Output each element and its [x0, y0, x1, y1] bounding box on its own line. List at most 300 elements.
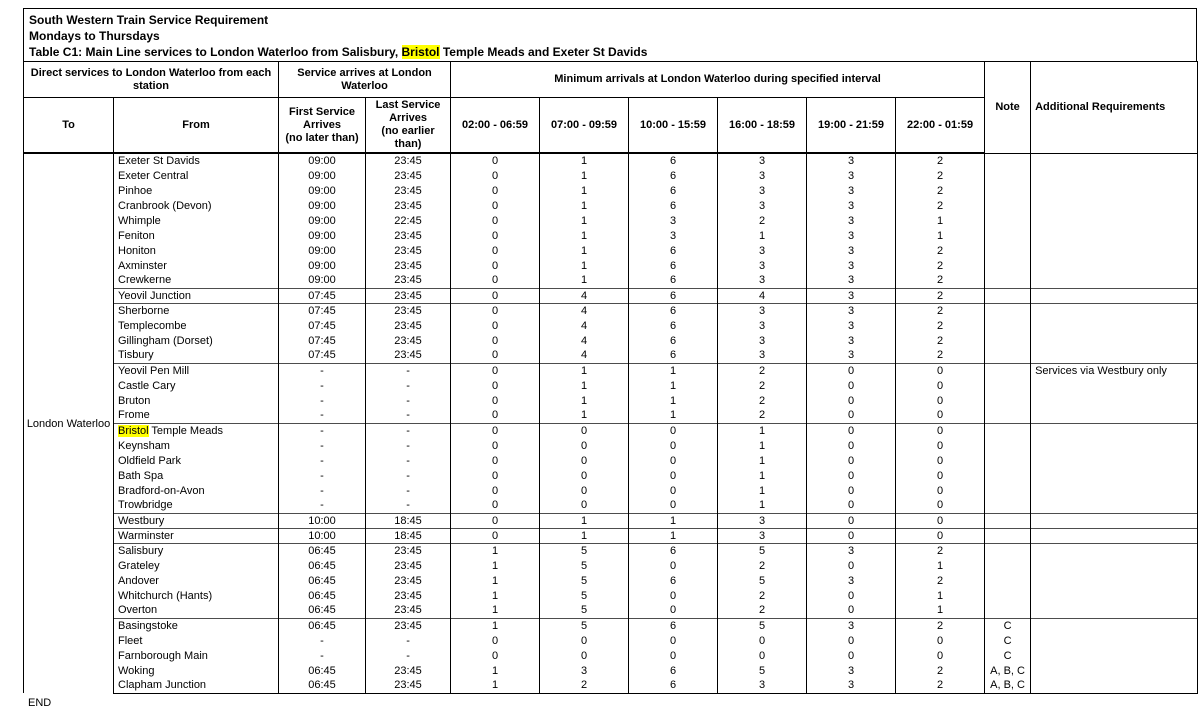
arrivals-cell-interval-3: 6: [629, 183, 718, 198]
arrivals-cell-interval-3: 6: [629, 198, 718, 213]
last-service-cell: -: [366, 423, 451, 438]
additional-requirements-cell: [1031, 318, 1198, 333]
from-station-cell: Overton: [114, 603, 279, 618]
first-service-cell: -: [279, 498, 366, 513]
arrivals-cell-interval-4: 3: [718, 183, 807, 198]
first-service-cell: 07:45: [279, 348, 366, 363]
first-service-cell: 07:45: [279, 318, 366, 333]
from-station-cell: Warminster: [114, 528, 279, 543]
note-cell: [985, 543, 1031, 558]
arrivals-cell-interval-2: 0: [540, 453, 629, 468]
table-row: [24, 348, 1198, 363]
additional-requirements-cell: [1031, 258, 1198, 273]
arrivals-cell-interval-3: 6: [629, 348, 718, 363]
note-cell: A, B, C: [985, 678, 1031, 693]
arrivals-cell-interval-1: 0: [451, 633, 540, 648]
additional-requirements-cell: [1031, 513, 1198, 528]
table-row: [24, 498, 1198, 513]
arrivals-cell-interval-6: 2: [896, 273, 985, 288]
additional-requirements-cell: [1031, 483, 1198, 498]
arrivals-cell-interval-1: 0: [451, 318, 540, 333]
last-service-cell: -: [366, 363, 451, 378]
arrivals-cell-interval-6: 2: [896, 243, 985, 258]
additional-requirements-cell: [1031, 648, 1198, 663]
from-station-cell: Andover: [114, 573, 279, 588]
days-of-operation: Mondays to Thursdays: [29, 29, 160, 43]
arrivals-cell-interval-5: 0: [807, 633, 896, 648]
additional-requirements-cell: [1031, 333, 1198, 348]
to-column-header: To: [24, 98, 114, 154]
last-service-cell: 23:45: [366, 168, 451, 183]
additional-requirements-cell: [1031, 543, 1198, 558]
arrivals-cell-interval-2: 1: [540, 273, 629, 288]
first-service-cell: 09:00: [279, 153, 366, 168]
bristol-highlight: Bristol: [118, 424, 149, 437]
note-cell: [985, 438, 1031, 453]
interval-header-6: 22:00 - 01:59: [896, 98, 985, 154]
arrivals-cell-interval-5: 3: [807, 318, 896, 333]
table-row: [24, 543, 1198, 558]
last-service-cell: 23:45: [366, 258, 451, 273]
table-row: [24, 258, 1198, 273]
table-row: [24, 528, 1198, 543]
arrivals-cell-interval-1: 1: [451, 543, 540, 558]
additional-requirements-cell: [1031, 678, 1198, 693]
arrivals-cell-interval-3: 1: [629, 393, 718, 408]
arrivals-cell-interval-2: 0: [540, 423, 629, 438]
table-row: [24, 678, 1198, 693]
table-row: [24, 468, 1198, 483]
last-service-cell: -: [366, 393, 451, 408]
arrivals-cell-interval-2: 4: [540, 333, 629, 348]
table-row: [24, 228, 1198, 243]
arrivals-cell-interval-1: 1: [451, 663, 540, 678]
from-station-cell: Templecombe: [114, 318, 279, 333]
first-service-cell: 09:00: [279, 273, 366, 288]
table-caption-suffix: Temple Meads and Exeter St Davids: [439, 45, 648, 59]
table-row: [24, 288, 1198, 303]
arrivals-cell-interval-6: 2: [896, 678, 985, 693]
additional-requirements-cell: [1031, 468, 1198, 483]
arrivals-cell-interval-1: 0: [451, 183, 540, 198]
note-cell: [985, 153, 1031, 168]
arrivals-cell-interval-4: 2: [718, 363, 807, 378]
note-cell: [985, 183, 1031, 198]
last-service-cell: 23:45: [366, 243, 451, 258]
note-column-header: Note: [985, 62, 1031, 154]
arrivals-cell-interval-3: 6: [629, 273, 718, 288]
arrivals-cell-interval-5: 3: [807, 303, 896, 318]
arrivals-cell-interval-3: 0: [629, 483, 718, 498]
arrivals-cell-interval-2: 0: [540, 438, 629, 453]
from-station-cell: Oldfield Park: [114, 453, 279, 468]
arrivals-cell-interval-2: 0: [540, 498, 629, 513]
arrivals-cell-interval-4: 3: [718, 333, 807, 348]
arrivals-cell-interval-2: 1: [540, 213, 629, 228]
arrivals-cell-interval-6: 2: [896, 288, 985, 303]
arrivals-cell-interval-3: 6: [629, 168, 718, 183]
arrivals-cell-interval-3: 6: [629, 678, 718, 693]
arrivals-cell-interval-4: 5: [718, 573, 807, 588]
service-requirement-table: [23, 61, 1198, 694]
arrivals-cell-interval-3: 6: [629, 573, 718, 588]
additional-requirements-cell: [1031, 393, 1198, 408]
note-cell: [985, 273, 1031, 288]
first-service-cell: 09:00: [279, 258, 366, 273]
additional-requirements-cell: [1031, 348, 1198, 363]
from-station-cell: Farnborough Main: [114, 648, 279, 663]
to-station-cell: London Waterloo: [24, 153, 114, 693]
arrivals-cell-interval-1: 0: [451, 363, 540, 378]
note-cell: [985, 243, 1031, 258]
arrivals-cell-interval-4: 3: [718, 243, 807, 258]
arrivals-cell-interval-2: 1: [540, 393, 629, 408]
table-caption-prefix: Table C1: Main Line services to London Waterloo from Salisbury,: [29, 45, 402, 59]
arrivals-cell-interval-2: 5: [540, 588, 629, 603]
first-service-cell: -: [279, 438, 366, 453]
additional-requirements-cell: [1031, 168, 1198, 183]
arrivals-cell-interval-3: 0: [629, 603, 718, 618]
last-service-cell: -: [366, 453, 451, 468]
table-body: [24, 153, 1198, 693]
arrivals-cell-interval-2: 3: [540, 663, 629, 678]
arrivals-cell-interval-2: 2: [540, 678, 629, 693]
first-service-cell: -: [279, 453, 366, 468]
from-station-cell: Basingstoke: [114, 618, 279, 633]
arrivals-cell-interval-3: 0: [629, 558, 718, 573]
arrivals-cell-interval-6: 1: [896, 228, 985, 243]
arrivals-cell-interval-6: 1: [896, 603, 985, 618]
arrivals-cell-interval-6: 2: [896, 348, 985, 363]
last-service-cell: 23:45: [366, 228, 451, 243]
arrivals-cell-interval-6: 1: [896, 558, 985, 573]
arrivals-cell-interval-2: 4: [540, 348, 629, 363]
first-service-cell: -: [279, 468, 366, 483]
additional-requirements-cell: [1031, 243, 1198, 258]
arrivals-cell-interval-4: 3: [718, 198, 807, 213]
arrivals-cell-interval-4: 0: [718, 648, 807, 663]
from-station-cell: Sherborne: [114, 303, 279, 318]
arrivals-cell-interval-5: 0: [807, 423, 896, 438]
arrivals-cell-interval-3: 3: [629, 213, 718, 228]
additional-requirements-cell: [1031, 603, 1198, 618]
arrivals-cell-interval-1: 1: [451, 573, 540, 588]
arrivals-cell-interval-2: 5: [540, 618, 629, 633]
direct-services-header: Direct services to London Waterloo from each station: [24, 62, 279, 98]
interval-header-3: 10:00 - 15:59: [629, 98, 718, 154]
arrivals-cell-interval-6: 1: [896, 588, 985, 603]
note-cell: [985, 363, 1031, 378]
first-service-cell: -: [279, 633, 366, 648]
arrivals-cell-interval-3: 1: [629, 528, 718, 543]
note-cell: A, B, C: [985, 663, 1031, 678]
additional-requirements-cell: [1031, 528, 1198, 543]
arrivals-cell-interval-6: 2: [896, 543, 985, 558]
arrivals-cell-interval-5: 3: [807, 618, 896, 633]
arrivals-cell-interval-5: 0: [807, 558, 896, 573]
arrivals-cell-interval-6: 0: [896, 633, 985, 648]
additional-requirements-cell: [1031, 303, 1198, 318]
arrivals-cell-interval-1: 0: [451, 453, 540, 468]
end-marker: END: [28, 696, 52, 709]
arrivals-cell-interval-3: 1: [629, 363, 718, 378]
arrivals-cell-interval-4: 2: [718, 213, 807, 228]
arrivals-cell-interval-2: 4: [540, 288, 629, 303]
from-station-cell: Bristol Temple Meads: [114, 423, 279, 438]
arrivals-cell-interval-6: 0: [896, 513, 985, 528]
arrivals-cell-interval-4: 5: [718, 663, 807, 678]
minimum-arrivals-header: Minimum arrivals at London Waterloo during specified interval: [451, 62, 985, 98]
from-station-cell: Keynsham: [114, 438, 279, 453]
arrivals-cell-interval-2: 1: [540, 243, 629, 258]
additional-requirements-cell: [1031, 273, 1198, 288]
table-row: [24, 648, 1198, 663]
additional-requirements-cell: [1031, 198, 1198, 213]
note-cell: [985, 498, 1031, 513]
arrivals-cell-interval-6: 0: [896, 483, 985, 498]
arrivals-cell-interval-2: 1: [540, 198, 629, 213]
service-arrives-header: Service arrives at London Waterloo: [279, 62, 451, 98]
first-service-cell: 10:00: [279, 513, 366, 528]
arrivals-cell-interval-5: 3: [807, 678, 896, 693]
arrivals-cell-interval-2: 5: [540, 603, 629, 618]
from-station-cell: Castle Cary: [114, 378, 279, 393]
note-cell: [985, 408, 1031, 423]
arrivals-cell-interval-1: 0: [451, 213, 540, 228]
first-service-column-header: First Service Arrives (no later than): [279, 98, 366, 154]
note-cell: [985, 213, 1031, 228]
arrivals-cell-interval-5: 3: [807, 198, 896, 213]
from-station-cell: Bath Spa: [114, 468, 279, 483]
additional-requirements-cell: [1031, 408, 1198, 423]
arrivals-cell-interval-5: 3: [807, 168, 896, 183]
table-row: [24, 153, 1198, 168]
note-cell: [985, 588, 1031, 603]
arrivals-cell-interval-5: 3: [807, 288, 896, 303]
arrivals-cell-interval-5: 0: [807, 483, 896, 498]
interval-header-1: 02:00 - 06:59: [451, 98, 540, 154]
arrivals-cell-interval-1: 0: [451, 513, 540, 528]
last-service-cell: 23:45: [366, 273, 451, 288]
arrivals-cell-interval-3: 6: [629, 243, 718, 258]
arrivals-cell-interval-4: 3: [718, 303, 807, 318]
arrivals-cell-interval-6: 0: [896, 438, 985, 453]
arrivals-cell-interval-1: 0: [451, 528, 540, 543]
last-service-cell: 23:45: [366, 333, 451, 348]
arrivals-cell-interval-1: 0: [451, 288, 540, 303]
additional-requirements-header: Additional Requirements: [1031, 62, 1198, 154]
arrivals-cell-interval-6: 0: [896, 423, 985, 438]
arrivals-cell-interval-4: 3: [718, 258, 807, 273]
arrivals-cell-interval-1: 0: [451, 333, 540, 348]
additional-requirements-cell: Services via Westbury only: [1031, 363, 1198, 378]
from-station-cell: Exeter Central: [114, 168, 279, 183]
arrivals-cell-interval-3: 0: [629, 438, 718, 453]
arrivals-cell-interval-5: 0: [807, 513, 896, 528]
arrivals-cell-interval-5: 3: [807, 153, 896, 168]
table-row: [24, 558, 1198, 573]
interval-header-4: 16:00 - 18:59: [718, 98, 807, 154]
table-row: [24, 168, 1198, 183]
first-service-cell: -: [279, 408, 366, 423]
last-service-cell: -: [366, 408, 451, 423]
arrivals-cell-interval-5: 0: [807, 438, 896, 453]
first-service-cell: -: [279, 648, 366, 663]
arrivals-cell-interval-5: 3: [807, 333, 896, 348]
arrivals-cell-interval-4: 5: [718, 543, 807, 558]
from-station-cell: Yeovil Junction: [114, 288, 279, 303]
arrivals-cell-interval-3: 6: [629, 333, 718, 348]
from-column-header: From: [114, 98, 279, 154]
arrivals-cell-interval-6: 2: [896, 183, 985, 198]
table-row: [24, 633, 1198, 648]
arrivals-cell-interval-2: 0: [540, 648, 629, 663]
arrivals-cell-interval-3: 1: [629, 513, 718, 528]
arrivals-cell-interval-4: 3: [718, 678, 807, 693]
arrivals-cell-interval-1: 0: [451, 408, 540, 423]
note-cell: [985, 558, 1031, 573]
from-station-cell: Trowbridge: [114, 498, 279, 513]
arrivals-cell-interval-1: 0: [451, 198, 540, 213]
arrivals-cell-interval-6: 2: [896, 258, 985, 273]
arrivals-cell-interval-3: 0: [629, 633, 718, 648]
arrivals-cell-interval-5: 0: [807, 378, 896, 393]
first-service-cell: 06:45: [279, 618, 366, 633]
arrivals-cell-interval-3: 6: [629, 543, 718, 558]
last-service-cell: 23:45: [366, 558, 451, 573]
note-cell: [985, 393, 1031, 408]
first-service-cell: 09:00: [279, 213, 366, 228]
additional-requirements-cell: [1031, 663, 1198, 678]
arrivals-cell-interval-2: 0: [540, 633, 629, 648]
additional-requirements-cell: [1031, 633, 1198, 648]
arrivals-cell-interval-1: 1: [451, 603, 540, 618]
arrivals-cell-interval-1: 0: [451, 258, 540, 273]
additional-requirements-cell: [1031, 423, 1198, 438]
arrivals-cell-interval-6: 2: [896, 153, 985, 168]
note-cell: C: [985, 618, 1031, 633]
arrivals-cell-interval-2: 1: [540, 168, 629, 183]
arrivals-cell-interval-5: 0: [807, 498, 896, 513]
additional-requirements-cell: [1031, 453, 1198, 468]
arrivals-cell-interval-4: 0: [718, 633, 807, 648]
first-service-cell: 06:45: [279, 663, 366, 678]
arrivals-cell-interval-1: 0: [451, 378, 540, 393]
arrivals-cell-interval-4: 2: [718, 378, 807, 393]
arrivals-cell-interval-4: 3: [718, 528, 807, 543]
arrivals-cell-interval-4: 1: [718, 468, 807, 483]
last-service-cell: 23:45: [366, 588, 451, 603]
table-row: [24, 573, 1198, 588]
first-service-cell: -: [279, 423, 366, 438]
arrivals-cell-interval-6: 0: [896, 498, 985, 513]
arrivals-cell-interval-4: 2: [718, 393, 807, 408]
last-service-cell: 23:45: [366, 153, 451, 168]
note-cell: [985, 303, 1031, 318]
arrivals-cell-interval-3: 6: [629, 663, 718, 678]
arrivals-cell-interval-6: 2: [896, 318, 985, 333]
note-cell: [985, 168, 1031, 183]
arrivals-cell-interval-3: 6: [629, 303, 718, 318]
arrivals-cell-interval-4: 4: [718, 288, 807, 303]
arrivals-cell-interval-1: 0: [451, 243, 540, 258]
last-service-cell: 23:45: [366, 618, 451, 633]
arrivals-cell-interval-1: 1: [451, 618, 540, 633]
note-cell: [985, 573, 1031, 588]
arrivals-cell-interval-4: 3: [718, 168, 807, 183]
last-service-cell: 23:45: [366, 603, 451, 618]
additional-requirements-cell: [1031, 288, 1198, 303]
arrivals-cell-interval-2: 1: [540, 258, 629, 273]
arrivals-cell-interval-1: 0: [451, 438, 540, 453]
first-service-cell: 09:00: [279, 183, 366, 198]
note-cell: [985, 603, 1031, 618]
note-cell: [985, 318, 1031, 333]
arrivals-cell-interval-1: 0: [451, 303, 540, 318]
arrivals-cell-interval-5: 3: [807, 273, 896, 288]
arrivals-cell-interval-1: 0: [451, 393, 540, 408]
from-station-cell: Bruton: [114, 393, 279, 408]
arrivals-cell-interval-1: 0: [451, 273, 540, 288]
arrivals-cell-interval-2: 1: [540, 513, 629, 528]
arrivals-cell-interval-5: 3: [807, 213, 896, 228]
from-station-cell: Whitchurch (Hants): [114, 588, 279, 603]
table-row: [24, 483, 1198, 498]
note-cell: [985, 333, 1031, 348]
arrivals-cell-interval-3: 1: [629, 408, 718, 423]
table-row: [24, 423, 1198, 438]
from-station-cell: Crewkerne: [114, 273, 279, 288]
note-cell: [985, 468, 1031, 483]
arrivals-cell-interval-5: 3: [807, 573, 896, 588]
first-service-cell: 07:45: [279, 303, 366, 318]
table-row: [24, 438, 1198, 453]
from-station-cell: Pinhoe: [114, 183, 279, 198]
arrivals-cell-interval-5: 0: [807, 468, 896, 483]
arrivals-cell-interval-1: 0: [451, 483, 540, 498]
last-service-cell: 18:45: [366, 513, 451, 528]
arrivals-cell-interval-5: 3: [807, 543, 896, 558]
from-station-cell: Honiton: [114, 243, 279, 258]
last-service-cell: -: [366, 483, 451, 498]
arrivals-cell-interval-3: 0: [629, 468, 718, 483]
note-cell: [985, 513, 1031, 528]
first-service-cell: 06:45: [279, 558, 366, 573]
arrivals-cell-interval-5: 3: [807, 228, 896, 243]
table-row: [24, 663, 1198, 678]
arrivals-cell-interval-6: 0: [896, 453, 985, 468]
first-service-cell: 07:45: [279, 333, 366, 348]
arrivals-cell-interval-1: 0: [451, 423, 540, 438]
note-cell: [985, 378, 1031, 393]
last-service-cell: 23:45: [366, 303, 451, 318]
arrivals-cell-interval-4: 5: [718, 618, 807, 633]
table-row: [24, 513, 1198, 528]
arrivals-cell-interval-5: 3: [807, 348, 896, 363]
table-row: [24, 588, 1198, 603]
arrivals-cell-interval-5: 3: [807, 258, 896, 273]
arrivals-cell-interval-5: 0: [807, 363, 896, 378]
last-service-cell: -: [366, 438, 451, 453]
arrivals-cell-interval-5: 3: [807, 183, 896, 198]
last-service-cell: -: [366, 498, 451, 513]
additional-requirements-cell: [1031, 228, 1198, 243]
document-title: South Western Train Service Requirement: [29, 13, 269, 27]
arrivals-cell-interval-4: 1: [718, 453, 807, 468]
table-row: [24, 333, 1198, 348]
table-row: [24, 393, 1198, 408]
additional-requirements-cell: [1031, 573, 1198, 588]
